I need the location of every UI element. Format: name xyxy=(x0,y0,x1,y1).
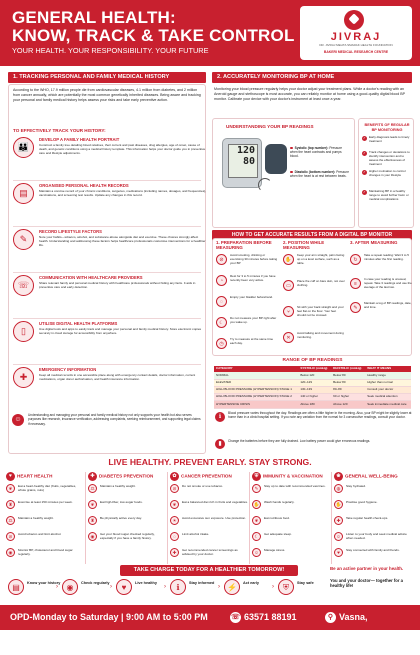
table-cell: Higher than normal xyxy=(365,379,411,386)
table-cell: ELEVATED xyxy=(214,379,298,386)
tip-text: Stay connected with family and friends. xyxy=(346,548,400,552)
step-icon: ≡ xyxy=(350,278,361,289)
phone-icon: ☏ xyxy=(231,614,240,622)
step-icon: ✎ xyxy=(350,302,361,313)
benefit-item xyxy=(362,170,412,178)
tip-text: Eat nutritious food. xyxy=(264,516,290,520)
history-item-title: DEVELOP A FAMILY HEALTH PORTRAIT xyxy=(39,137,120,142)
column-title-text: CANCER PREVENTION xyxy=(181,473,232,479)
history-item-body: Construct a family tree detailing blood relatives, their current and past diseases, drug allergies, age of onset, cause of death, and genetic conditions using a medical history template. This information helps your doctor guide you in preventive care and lifestyle adjustments. xyxy=(39,143,206,156)
divider xyxy=(13,226,201,227)
step-item xyxy=(283,306,345,318)
ribbon-icon: ✿ xyxy=(170,472,179,481)
section2-intro: Monitoring your blood pressure regularly helps your doctor adjust your treatment plans. While a doctor's reading with an Aneroid gauge and stethoscope is most accurate, you can reliably monitor at home using a good-quality digital blood BP monitor. Calibrate your device with your doctor's instrument at least once a year. xyxy=(214,87,405,101)
jivraj-logo xyxy=(300,6,412,60)
footer xyxy=(0,605,420,647)
column-divider xyxy=(85,472,86,564)
step-text: Empty your bladder beforehand. xyxy=(230,295,273,299)
step-title: 3. AFTER MEASURING xyxy=(350,240,398,245)
step-icon: ◔ xyxy=(216,275,227,286)
take-charge-item xyxy=(116,578,168,600)
take-charge-item xyxy=(8,578,60,600)
column-title-text: GENERAL WELL-BEING xyxy=(345,473,398,479)
tip-text: Eat a heart-healthy diet (fruits, vegetables, whole grains, nuts) xyxy=(18,484,77,492)
tip-text: Limit alcohol intake. xyxy=(182,532,210,536)
step-item xyxy=(283,254,345,266)
battery-note: Change the batteries before they are fully drained. Low battery power could give erroneous readings. xyxy=(228,439,371,443)
table-cell: Healthy range xyxy=(365,372,411,379)
active-partner-line2: You and your doctor— together for a healthy life! xyxy=(330,578,403,589)
step-icon: ✕ xyxy=(283,332,294,343)
logo-subtitle-2: BAKERI MEDICAL RESEARCH CENTRE xyxy=(323,50,389,54)
health-tip xyxy=(252,484,330,491)
take-charge-item xyxy=(170,578,222,600)
step-item xyxy=(216,338,278,346)
column-divider xyxy=(167,472,168,564)
tip-text: Maintain a healthy weight. xyxy=(18,516,54,520)
column-divider xyxy=(331,472,332,564)
health-column xyxy=(252,472,332,564)
phone-icon: ▯ xyxy=(13,321,34,342)
check-icon: ✓ xyxy=(362,170,366,174)
tip-icon: ❦ xyxy=(170,500,179,509)
table-cell: Below 120 xyxy=(298,372,331,379)
tip-text: Listen to your body and seek medical advice when needed. xyxy=(346,532,407,540)
health-tip xyxy=(170,548,248,556)
tip-text: Stay hydrated. xyxy=(346,484,366,488)
step-column xyxy=(283,240,347,250)
tip-icon: ◉ xyxy=(88,532,97,541)
step-text: Place the cuff on bare skin, not over clothing. xyxy=(297,279,345,287)
section1-title: 1. TRACKING PERSONAL AND FAMILY MEDICAL HISTORY xyxy=(8,72,206,83)
take-charge-item xyxy=(62,578,114,600)
step-text: Sit with your back straight and your feet flat on the floor. Your feet should not be crossed. xyxy=(297,305,344,317)
table-cell: Above 120 xyxy=(331,401,365,408)
step-icon: ◌ xyxy=(216,296,227,307)
history-item-title: RECORD LIFESTYLE FACTORS xyxy=(39,229,102,234)
monitor-systolic: 120 xyxy=(236,145,255,156)
health-tip xyxy=(88,532,166,540)
header xyxy=(0,0,420,66)
take-charge-icon: ◉ xyxy=(62,579,78,595)
step-item xyxy=(283,332,345,340)
health-tip xyxy=(252,532,330,539)
health-tip xyxy=(170,484,248,491)
benefit-item xyxy=(362,151,412,167)
systolic-desc: Systolic (top number): Pressure when the heart contracts and pumps blood. xyxy=(290,146,343,158)
history-item xyxy=(13,367,205,409)
health-tip xyxy=(252,516,330,523)
understanding-title: UNDERSTANDING YOUR BP READINGS xyxy=(226,124,314,129)
diastolic-desc: Diastolic (bottom number): Pressure when the heart is at rest between beats. xyxy=(290,170,349,178)
history-item xyxy=(13,229,205,271)
tip-text: Stay up to date with recommended vaccines. xyxy=(264,484,326,488)
divider xyxy=(13,272,201,273)
table-header: SYSTOLIC (mmHg) xyxy=(298,366,331,372)
tip-text: Take regular health check-ups. xyxy=(346,516,389,520)
take-charge-icon: ⛨ xyxy=(278,579,294,595)
section2-title: 2. ACCURATELY MONITORING BP AT HOME xyxy=(212,72,412,83)
bp-monitor-icon xyxy=(222,138,262,188)
history-item-title: EMERGENCY INFORMATION xyxy=(39,367,97,372)
family-history-icon: ☺ xyxy=(12,414,24,426)
step-text: Keep your arm straight, palm facing up on a level surface, such as a table. xyxy=(297,253,345,265)
table-header: CATEGORY xyxy=(214,366,298,372)
column-title xyxy=(252,472,323,481)
health-tip xyxy=(88,500,166,507)
tip-text: Get adequate sleep. xyxy=(264,532,292,536)
step-item xyxy=(283,280,345,288)
records-icon: ▤ xyxy=(13,183,34,204)
take-charge-icon: ▤ xyxy=(8,579,24,595)
health-column xyxy=(170,472,250,564)
take-charge-icon: ⚡ xyxy=(224,579,240,595)
tip-text: Be physically active every day. xyxy=(100,516,142,520)
health-tip xyxy=(252,548,330,555)
health-tip xyxy=(170,532,248,539)
check-icon: ✓ xyxy=(362,151,366,155)
health-tip xyxy=(6,548,84,556)
tip-icon: ⊘ xyxy=(6,532,15,541)
tip-icon: ❦ xyxy=(6,484,15,493)
phone-number: 63571 88191 xyxy=(244,612,297,622)
health-tip xyxy=(334,484,412,491)
bp-variation-note: Blood pressure varies throughout the day. Readings are often a little higher in the morning. Also, your BP might be slightly lower at home than in a clinic/hospital setting. If you note any variation from the normal for 3 consecutive readings, consult your doctor. xyxy=(228,411,412,420)
health-tip xyxy=(252,500,330,507)
table-cell: HYPERTENSIVE CRISIS xyxy=(214,401,298,408)
health-tip xyxy=(334,500,412,507)
bp-cuff-icon xyxy=(265,144,287,174)
table-row xyxy=(214,394,411,401)
table-header: DIASTOLIC (mmHg) xyxy=(331,366,365,372)
table-cell: Below 80 xyxy=(331,379,365,386)
tip-text: Monitor BP, cholesterol and blood sugar regularly. xyxy=(18,548,73,556)
opd-hours: OPD-Monday to Saturday | 9:00 AM to 5:00 PM xyxy=(10,612,208,622)
shield-icon: ⛨ xyxy=(252,472,261,481)
tip-text: Get recommended cancer screenings as advised by your doctor. xyxy=(182,548,238,556)
column-title xyxy=(88,472,153,481)
table-row xyxy=(214,401,411,408)
steps-title: HOW TO GET ACCURATE RESULTS FROM A DIGITAL BP MONITOR xyxy=(212,230,412,241)
take-charge-text: Stay informed xyxy=(189,581,215,585)
step-item xyxy=(350,302,412,310)
table-cell: NORMAL xyxy=(214,372,298,379)
tip-text: Eat a balanced diet rich in fruits and vegetables. xyxy=(182,500,248,504)
monitor-diastolic: 80 xyxy=(242,156,255,167)
benefit-text: Track changes or deviations to identify intervention and to assess the effectiveness of treatment xyxy=(369,150,410,166)
step-column xyxy=(350,240,414,245)
take-charge-text: Act early xyxy=(243,581,260,585)
take-charge-item xyxy=(278,578,330,600)
take-charge-text: Stay safe xyxy=(297,581,314,585)
take-charge-icon: ♥ xyxy=(116,579,132,595)
health-tip xyxy=(6,516,84,523)
battery-icon: ▮ xyxy=(215,439,225,449)
tip-icon: ☺ xyxy=(334,532,343,541)
step-icon: ◷ xyxy=(216,338,227,349)
take-charge-text: Live healthy xyxy=(135,581,157,585)
divider xyxy=(13,318,201,319)
bp-range-table xyxy=(214,366,411,409)
location xyxy=(325,605,420,655)
section1-intro: According to the WHO, 17.9 million people die from cardiovascular diseases, 4.1 million from diabetes, and 2 million from cancer annually, which are potentially the most common genetically inherited diseases. Being aware and tracking your personal and family medical history helps assess your risks and take early preventive action. xyxy=(13,88,201,102)
table-cell: 90 or higher xyxy=(331,394,365,401)
step-title: 1. PREPARATION BEFORE MEASURING xyxy=(216,240,272,251)
tip-icon: ✚ xyxy=(334,516,343,525)
benefit-text: Early diagnosis leads to timely treatment xyxy=(369,135,410,143)
column-title xyxy=(170,472,232,481)
take-charge-icon: ℹ xyxy=(170,579,186,595)
health-tip xyxy=(334,532,412,540)
health-tip xyxy=(88,516,166,523)
step-item xyxy=(350,278,412,290)
step-text: Rest for 3 to 5 minutes if you have recently been very active. xyxy=(230,274,276,282)
health-tip xyxy=(170,516,248,523)
step-icon: ☾ xyxy=(216,317,227,328)
live-healthy-banner: LIVE HEALTHY. PREVENT EARLY. STAY STRONG. xyxy=(108,457,312,467)
step-icon: ✋ xyxy=(283,254,294,265)
take-charge-item xyxy=(224,578,276,600)
table-cell: Seek immediate medical care xyxy=(365,401,411,408)
active-partner-line1: Be an active partner in your health. xyxy=(330,566,404,571)
logo-mark-icon xyxy=(344,10,364,30)
table-cell: Above 180 xyxy=(298,401,331,408)
tip-text: Exercise at least 150 minutes per week. xyxy=(18,500,73,504)
tip-icon: ✋ xyxy=(335,502,342,507)
section1-footnote: Understanding and managing your personal and family medical history not only supports your health but also serves purposes like research, insurance verification, addressing complaints, seeking reimbursement, and supporting legal claims if necessary. xyxy=(28,413,201,426)
wellbeing-icon: ❀ xyxy=(334,472,343,481)
tip-icon: ◍ xyxy=(334,484,343,493)
tip-icon: ⊘ xyxy=(170,484,179,493)
tip-text: Practise good hygiene. xyxy=(346,500,378,504)
step-icon: ▭ xyxy=(283,280,294,291)
table-cell: 140 or higher xyxy=(298,394,331,401)
tagline: YOUR HEALTH. YOUR RESPONSIBILITY. YOUR FUTURE xyxy=(12,46,209,55)
health-column xyxy=(88,472,168,564)
table-header: WHAT IT MEANS xyxy=(365,366,411,372)
tip-text: Maintain a healthy weight. xyxy=(100,484,136,488)
health-column xyxy=(334,472,414,564)
table-row xyxy=(214,386,411,393)
tip-icon: ♜ xyxy=(6,500,15,509)
arrow-icon: › xyxy=(110,584,112,590)
benefit-text: Higher motivation to control changes in your lifestyle xyxy=(369,169,406,177)
history-item xyxy=(13,321,205,363)
tip-text: Get your blood sugar checked regularly, especially if you have a family history. xyxy=(100,532,155,540)
column-title-text: DIABETES PREVENTION xyxy=(99,473,154,479)
history-item-title: UTILISE DIGITAL HEALTH PLATFORMS xyxy=(39,321,118,326)
table-cell: 130–139 xyxy=(298,386,331,393)
health-tip xyxy=(6,484,84,492)
history-item xyxy=(13,183,205,225)
step-icon: ⊘ xyxy=(216,254,227,265)
health-tip xyxy=(6,532,84,539)
table-row xyxy=(214,379,411,386)
info-icon: ℹ xyxy=(215,412,225,422)
step-column xyxy=(216,240,280,250)
tip-icon: ◌ xyxy=(170,532,179,541)
bp-tube-icon xyxy=(258,178,272,192)
step-text: Maintain a log of BP readings, date, and time. xyxy=(364,301,412,309)
divider xyxy=(13,364,201,365)
phone xyxy=(230,605,297,630)
section1-subhead: TO EFFECTIVELY TRACK YOUR HISTORY: xyxy=(13,128,106,133)
logo-subtitle: DR. JIVRAJ MEHTA SMARAK HEALTH FOUNDATION xyxy=(319,43,393,47)
tip-icon: ☺ xyxy=(252,548,261,557)
take-charge-title: TAKE CHARGE TODAY FOR A HEALTHIER TOMORROW! xyxy=(120,565,298,576)
history-item-body: Share relevant family and personal medical history with healthcare professionals without hiding any facts. It aids in preventive care and early detection. xyxy=(39,281,196,290)
active-partner xyxy=(330,566,414,602)
location-text: Vasna, Ahmedabad xyxy=(325,612,377,647)
column-title xyxy=(6,472,52,481)
tip-text: Avoid excessive sun exposure. Use protection. xyxy=(182,516,247,520)
table-cell: 120–129 xyxy=(298,379,331,386)
tip-text: Wash hands regularly. xyxy=(264,500,295,504)
check-icon: ✓ xyxy=(362,136,366,140)
tip-icon: ◉ xyxy=(6,548,15,557)
tip-icon: ♥ xyxy=(334,548,343,557)
arrow-icon: › xyxy=(56,584,58,590)
location-pin-icon: ⚲ xyxy=(325,612,336,623)
bp-monitor-screen xyxy=(228,144,258,178)
tip-text: Avoid tobacco and limit alcohol. xyxy=(18,532,62,536)
tip-text: Manage stress. xyxy=(264,548,286,552)
column-divider xyxy=(249,472,250,564)
health-tip xyxy=(6,500,84,507)
column-title-text: IMMUNITY & VACCINATION xyxy=(263,473,323,479)
history-item-title: ORGANISED PERSONAL HEALTH RECORDS xyxy=(39,183,129,188)
tip-icon: ⚖ xyxy=(88,484,97,493)
history-item-body: Keep all medical records in one accessible place along with emergency contact details, doctor information, current medications, organ donor authorisation, and health insurance information. xyxy=(39,373,196,382)
step-text: Avoid talking and movement during monitoring. xyxy=(297,331,344,339)
table-cell: HIGH BLOOD PRESSURE (HYPERTENSION) STAGE 2 xyxy=(214,394,298,401)
tip-icon: ✋ xyxy=(253,502,260,507)
tip-icon: ❦ xyxy=(88,500,97,509)
lifestyle-icon: ✎ xyxy=(13,229,34,250)
tip-text: Eat high-fiber, low-sugar foods. xyxy=(100,500,143,504)
heart-icon: ♥ xyxy=(6,472,15,481)
arrow-icon: › xyxy=(164,584,166,590)
take-charge-text: Know your history xyxy=(27,581,61,585)
range-title: RANGE OF BP READINGS xyxy=(282,358,343,363)
step-text: In case your reading is unusual, repeat. Take 3 readings and use the average of the last two. xyxy=(364,277,412,289)
check-icon: ✓ xyxy=(362,190,366,194)
tip-text: Do not smoke or use tobacco. xyxy=(182,484,224,488)
step-icon: ↻ xyxy=(350,254,361,265)
column-title xyxy=(334,472,398,481)
table-cell: HIGH BLOOD PRESSURE (HYPERTENSION) STAGE 1 xyxy=(214,386,298,393)
logo-name: JIVRAJ xyxy=(330,31,382,43)
step-text: Take a repeat reading: Wait 3 to 5 minutes after the first reading. xyxy=(364,253,409,261)
step-icon: ⑂ xyxy=(283,306,294,317)
tip-icon: ✎ xyxy=(252,484,261,493)
step-item xyxy=(350,254,412,262)
page-title: GENERAL HEALTH: KNOW, TRACK & TAKE CONTROL xyxy=(12,8,295,45)
history-item xyxy=(13,137,205,179)
step-text: Try to measure at the same time each day. xyxy=(230,337,274,345)
table-cell: Consult your doctor xyxy=(365,386,411,393)
column-title-text: HEART HEALTH xyxy=(17,473,53,479)
tip-icon: ⚖ xyxy=(6,516,15,525)
doctor-icon: ☏ xyxy=(13,275,34,296)
history-item-body: Use digital tools and apps to easily track and manage your personal and family medical history. Store electronic copies securely in cloud storage for accessibility from anywhere. xyxy=(39,327,202,336)
step-item xyxy=(216,254,278,266)
arrow-icon: › xyxy=(272,584,274,590)
health-tip xyxy=(334,516,412,523)
tip-icon: ✚ xyxy=(170,548,179,557)
step-item xyxy=(216,295,278,305)
tip-icon: ❦ xyxy=(252,516,261,525)
health-tip xyxy=(170,500,248,507)
diabetes-icon: ✚ xyxy=(88,472,97,481)
history-item-title: COMMUNICATION WITH HEALTHCARE PROVIDERS xyxy=(39,275,143,280)
history-item xyxy=(13,275,205,317)
table-cell: 80–89 xyxy=(331,386,365,393)
step-item xyxy=(216,275,278,283)
emergency-icon: ✚ xyxy=(13,367,34,388)
table-cell: Seek medical attention xyxy=(365,394,411,401)
tip-icon: ♜ xyxy=(88,516,97,525)
step-item xyxy=(216,317,278,325)
health-tip xyxy=(334,548,412,555)
health-tip xyxy=(88,484,166,491)
step-text: Do not measure your BP right after you wake up. xyxy=(230,316,277,324)
table-cell: Below 80 xyxy=(331,372,365,379)
benefits-title: BENEFITS OF REGULAR BP MONITORING xyxy=(364,123,410,132)
table-row xyxy=(214,372,411,379)
take-charge-text: Check regularly xyxy=(81,581,110,585)
benefit-item xyxy=(362,136,412,144)
benefit-item xyxy=(362,190,412,202)
step-title: 2. POSITION WHILE MEASURING xyxy=(283,240,325,251)
step-text: Avoid smoking, drinking or exercising 30 minutes before taking your BP xyxy=(230,253,278,265)
family-icon: 👪 xyxy=(13,137,34,158)
health-column xyxy=(6,472,86,564)
history-item-body: Maintain a concise record of your chronic conditions, surgeries, medications (including names, dosages, and frequencies), vaccinations, and screening test results. Update any changes in this record. xyxy=(39,189,207,198)
history-item-body: Note your habits—tobacco, alcohol, and substance abuse alongside diet and exercise. These choices strongly affect health. Understanding and addressing these factors helps healthcare professionals customise interventions for a healthier life. xyxy=(39,235,206,248)
divider xyxy=(13,180,201,181)
tip-icon: ☾ xyxy=(252,532,261,541)
arrow-icon: › xyxy=(218,584,220,590)
benefit-text: Maintaining BP in a healthy range to avoid further harm or medical complications xyxy=(369,189,409,201)
tip-icon: ☀ xyxy=(170,516,179,525)
